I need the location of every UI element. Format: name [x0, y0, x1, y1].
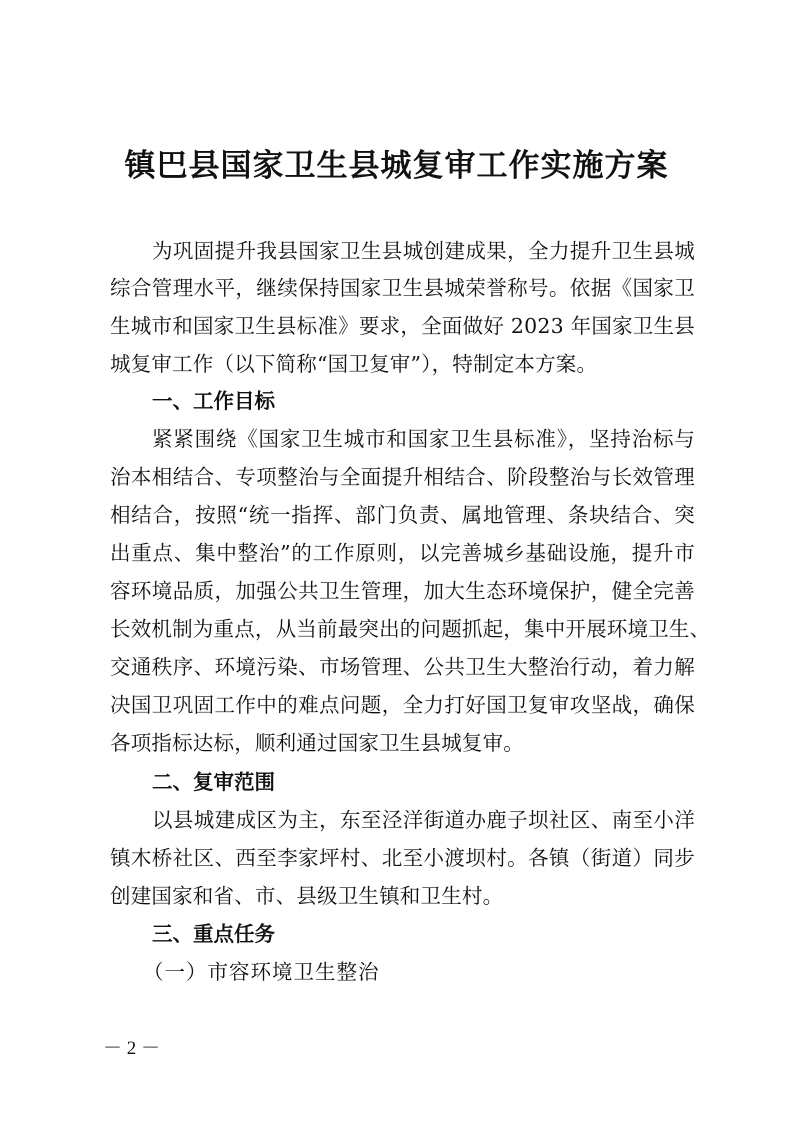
section-2-heading: 二、复审范围 — [152, 770, 275, 794]
section-1-line-4: 出重点、集中整治”的工作原则，以完善城乡基础设施，提升市 — [110, 541, 695, 565]
section-2-line-3: 创建国家和省、市、县级卫生镇和卫生村。 — [110, 884, 504, 908]
section-1-line-1: 紧紧围绕《国家卫生城市和国家卫生县标准》，坚持治标与 — [152, 427, 695, 451]
intro-line-3: 生城市和国家卫生县标准》要求，全面做好 2023 年国家卫生县 — [110, 314, 695, 338]
section-1-heading: 一、工作目标 — [152, 389, 275, 413]
section-1-line-6: 长效机制为重点，从当前最突出的问题抓起，集中开展环境卫生、 — [110, 617, 711, 641]
section-1-line-8: 决国卫巩固工作中的难点问题，全力打好国卫复审攻坚战，确保 — [110, 693, 695, 717]
intro-line-4: 城复审工作（以下简称“国卫复审”），特制定本方案。 — [110, 352, 598, 376]
section-2-line-1: 以县城建成区为主，东至泾洋街道办鹿子坝社区、南至小洋 — [152, 808, 695, 832]
section-1-line-3: 相结合，按照“统一指挥、部门负责、属地管理、条块结合、突 — [110, 503, 695, 527]
document-title: 镇巴县国家卫生县城复审工作实施方案 — [124, 148, 669, 184]
intro-line-1: 为巩固提升我县国家卫生县城创建成果，全力提升卫生县城 — [152, 239, 695, 263]
intro-line-2: 综合管理水平，继续保持国家卫生县城荣誉称号。依据《国家卫 — [110, 276, 695, 300]
section-2-line-2: 镇木桥社区、西至李家坪村、北至小渡坝村。各镇（街道）同步 — [110, 846, 695, 870]
section-1-line-9: 各项指标达标，顺利通过国家卫生县城复审。 — [110, 731, 524, 755]
section-1-line-2: 治本相结合、专项整治与全面提升相结合、阶段整治与长效管理 — [110, 465, 695, 489]
page-number: － 2 － — [103, 1038, 161, 1059]
section-3-subheading: （一）市容环境卫生整治 — [143, 960, 380, 984]
section-1-line-5: 容环境品质，加强公共卫生管理，加大生态环境保护，健全完善 — [110, 579, 695, 603]
section-3-heading: 三、重点任务 — [152, 922, 275, 946]
section-1-line-7: 交通秩序、环境污染、市场管理、公共卫生大整治行动，着力解 — [110, 655, 695, 679]
